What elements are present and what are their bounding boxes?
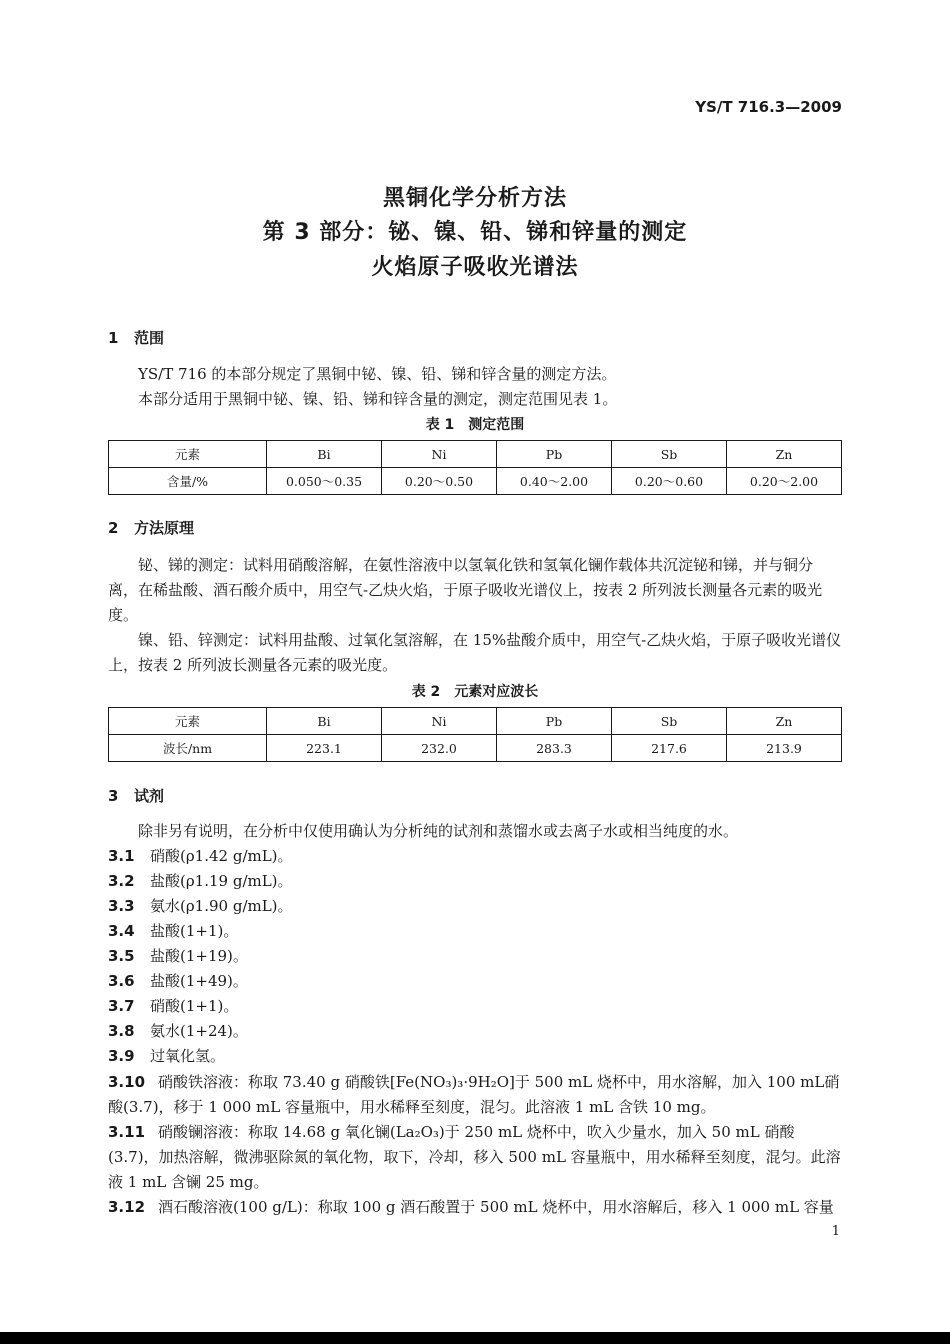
section-title: 试剂 [134, 787, 165, 805]
table-cell: 232.0 [382, 735, 497, 762]
list-item [108, 1019, 842, 1044]
table-cell: 223.1 [267, 735, 382, 762]
list-item [108, 944, 842, 969]
item-text: 硝酸(ρ1.42 g/mL)。 [150, 847, 293, 865]
list-item [108, 844, 842, 869]
section-1-paragraph-2: 本部分适用于黑铜中铋、镍、铅、锑和锌含量的测定，测定范围见表 1。 [138, 390, 618, 408]
table-1 [108, 440, 842, 495]
item-text: 氨水(ρ1.90 g/mL)。 [150, 897, 293, 915]
bottom-border [0, 1332, 950, 1344]
list-item [108, 994, 842, 1019]
item-number: 3.11 [108, 1123, 146, 1141]
item-text: 硝酸铁溶液：称取 73.40 g 硝酸铁[Fe(NO₃)₃·9H₂O]于 500 mL 烧杯中，用水溶解，加入 100 mL硝酸(3.7)，移于 1 000 mL 容量瓶中，用水稀释至刻度，混匀。此溶液 1 mL 含铁 10 mg。 [108, 1073, 840, 1116]
table-1-caption: 表 1 测定范围 [425, 417, 525, 433]
table-cell: 283.3 [497, 735, 612, 762]
table-cell: Sb [612, 708, 727, 735]
item-text: 盐酸(1+1)。 [150, 922, 239, 940]
item-number: 3.4 [108, 922, 135, 940]
standard-code: YS/T 716.3—2009 [695, 98, 842, 116]
table-cell: Pb [497, 441, 612, 468]
table-cell: Zn [727, 708, 842, 735]
item-number: 3.2 [108, 872, 135, 890]
table-2-caption: 表 2 元素对应波长 [411, 684, 539, 700]
document-title-line3: 火焰原子吸收光谱法 [371, 255, 579, 280]
item-number: 3.8 [108, 1022, 135, 1040]
table-cell: 0.20～0.60 [612, 468, 727, 495]
document-title-line2: 第 3 部分：铋、镍、铅、锑和锌量的测定 [262, 220, 688, 245]
table-cell: Ni [382, 708, 497, 735]
page-number: 1 [831, 1224, 840, 1239]
table-cell: 0.20～0.50 [382, 468, 497, 495]
item-text: 硝酸镧溶液：称取 14.68 g 氧化镧(La₂O₃)于 250 mL 烧杯中，吹入少量水，加入 50 mL 硝酸(3.7)，加热溶解，微沸驱除氮的氧化物，取下，冷却，移入 500 mL 容量瓶中，用水稀释至刻度，混匀。此溶液 1 mL 含镧 25 mg。 [108, 1123, 841, 1191]
list-item [108, 1070, 842, 1120]
table-cell: 217.6 [612, 735, 727, 762]
section-3-heading [108, 785, 164, 806]
item-text: 氨水(1+24)。 [150, 1022, 248, 1040]
section-3-intro: 除非另有说明，在分析中仅使用确认为分析纯的试剂和蒸馏水或去离子水或相当纯度的水。 [138, 822, 739, 840]
document-title-line1: 黑铜化学分析方法 [382, 186, 567, 211]
item-number: 3.7 [108, 997, 135, 1015]
item-number: 3.10 [108, 1073, 146, 1091]
section-2-paragraph-2: 镍、铅、锌测定：试料用盐酸、过氧化氢溶解，在 15%盐酸介质中，用空气-乙炔火焰，于原子吸收光谱仪上，按表 2 所列波长测量各元素的吸光度。 [108, 631, 842, 674]
table-cell: Pb [497, 708, 612, 735]
item-number: 3.1 [108, 847, 135, 865]
table-row [109, 735, 842, 762]
table-cell: 213.9 [727, 735, 842, 762]
item-number: 3.5 [108, 947, 135, 965]
list-item [108, 869, 842, 894]
table-cell: Bi [267, 441, 382, 468]
section-number: 2 [108, 519, 119, 537]
list-item [108, 969, 842, 994]
table-cell: Sb [612, 441, 727, 468]
section-title: 范围 [134, 329, 165, 347]
item-text: 盐酸(ρ1.19 g/mL)。 [150, 872, 293, 890]
table-cell: 0.40～2.00 [497, 468, 612, 495]
table-row [109, 441, 842, 468]
section-number: 3 [108, 787, 119, 805]
table-cell: 0.050～0.35 [267, 468, 382, 495]
list-item [108, 1195, 842, 1220]
list-item [108, 1120, 842, 1195]
item-text: 酒石酸溶液(100 g/L)：称取 100 g 酒石酸置于 500 mL 烧杯中，用水溶解后，移入 1 000 mL 容量 [158, 1198, 834, 1216]
table-cell: Zn [727, 441, 842, 468]
table-cell: 波长/nm [109, 735, 267, 762]
table-cell: Bi [267, 708, 382, 735]
table-row [109, 468, 842, 495]
item-number: 3.9 [108, 1047, 135, 1065]
section-title: 方法原理 [134, 519, 195, 537]
item-number: 3.6 [108, 972, 135, 990]
list-item [108, 894, 842, 919]
table-cell: 含量/% [109, 468, 267, 495]
list-item [108, 919, 842, 944]
item-text: 过氧化氢。 [150, 1047, 226, 1065]
section-2-paragraph-1: 铋、锑的测定：试料用硝酸溶解，在氨性溶液中以氢氧化铁和氢氧化镧作载体共沉淀铋和锑，并与铜分离，在稀盐酸、酒石酸介质中，用空气-乙炔火焰，于原子吸收光谱仪上，按表 2 所列波长测量各元素的吸光度。 [108, 556, 823, 624]
list-item [108, 1044, 842, 1069]
table-cell: 元素 [109, 441, 267, 468]
section-1-paragraph-1: YS/T 716 的本部分规定了黑铜中铋、镍、铅、锑和锌含量的测定方法。 [138, 365, 617, 383]
table-cell: 0.20～2.00 [727, 468, 842, 495]
table-2 [108, 707, 842, 762]
section-2-heading [108, 517, 194, 538]
section-number: 1 [108, 329, 119, 347]
table-row [109, 708, 842, 735]
table-cell: 元素 [109, 708, 267, 735]
item-text: 硝酸(1+1)。 [150, 997, 239, 1015]
table-cell: Ni [382, 441, 497, 468]
section-1-heading [108, 327, 164, 348]
item-number: 3.12 [108, 1198, 146, 1216]
item-text: 盐酸(1+49)。 [150, 972, 248, 990]
item-text: 盐酸(1+19)。 [150, 947, 248, 965]
item-number: 3.3 [108, 897, 135, 915]
